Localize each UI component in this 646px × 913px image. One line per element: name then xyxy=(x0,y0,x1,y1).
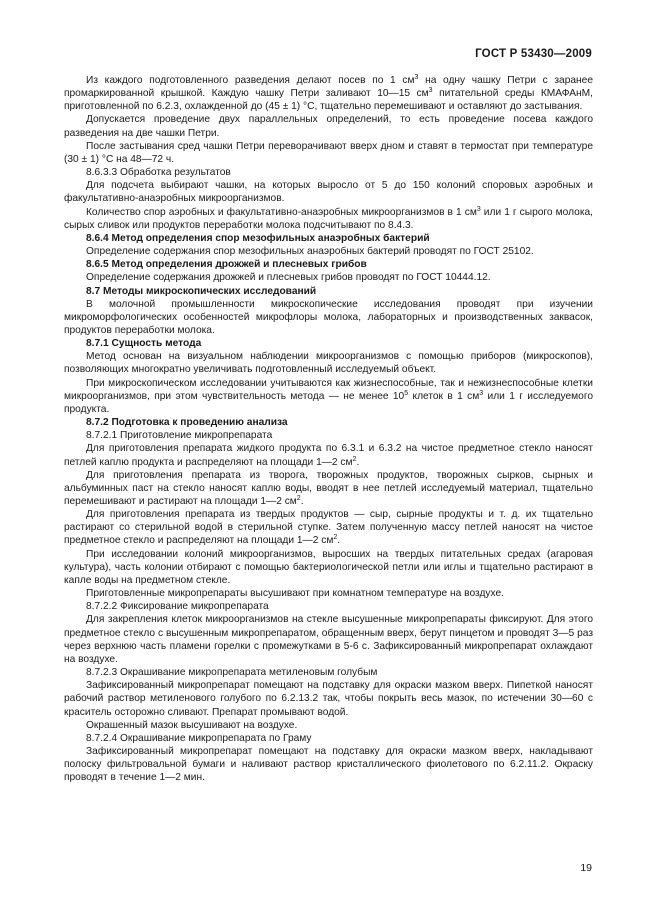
document-body xyxy=(64,74,593,784)
subsection-heading: 8.7.2.1 Приготовление микропрепарата xyxy=(86,430,273,442)
paragraph: Зафиксированный микропрепарат помещают на подставку для окраски мазком вверх, накладывают полоску фильтровальной бумаги и наливают раствор кристаллического фиолетового по 6.2.11.2. Окраску проводят в течение 1—2 мин. xyxy=(64,745,593,784)
paragraph: Приготовленные микропрепараты высушивают при комнатном температуре на воздухе. xyxy=(86,588,504,600)
section-heading: 8.6.4 Метод определения спор мезофильных анаэробных бактерий xyxy=(86,232,430,244)
paragraph: Для приготовления препарата из твердых продуктов — сыр, сырные продукты и т. д. их тщательно растирают со стерильной водой в стерильной ступке. Затем полученную массу петлей наносят на чистое предметное стекло и распределяют на площади 1—2 $см^2$. xyxy=(64,509,593,547)
paragraph: При исследовании колоний микроорганизмов, выросших на твердых питательных средах (агаровая культура), часть колонии отбирают с помощью бактериологической петли или иглы и тщательно растирают в капле воды на предметном стекле. xyxy=(64,548,593,586)
paragraph: Метод основан на визуальном наблюдении микроорганизмов с помощью приборов (микроскопов), позволяющих многократно увеличивать подготовленный исследуемый объект. xyxy=(64,351,593,376)
paragraph: Для приготовления препарата из творога, творожных продуктов, творожных сырков, сырных и альбуминных паст на стекло наносят каплю воды, вводят в нее петлей исследуемый материал, тщательно перемешивают и растирают на площади 1—2 $см^2$. xyxy=(64,469,593,507)
section-heading: 8.7 Методы микроскопических исследований xyxy=(86,285,317,297)
paragraph: Допускается проведение двух параллельных определений, то есть проведение посева каждого разведения на две чашки Петри. xyxy=(64,114,593,139)
paragraph: Для подсчета выбирают чашки, на которых выросло от 5 до 150 колоний споровых аэробных и факультативно-анаэробных микроорганизмов. xyxy=(64,180,593,205)
section-heading: 8.7.2 Подготовка к проведению анализа xyxy=(86,417,288,429)
paragraph: Определение содержания спор мезофильных анаэробных бактерий проводят по ГОСТ 25102. xyxy=(86,246,534,258)
paragraph: Для приготовления препарата жидкого продукта по 6.3.1 и 6.3.2 на чистое предметное стекло наносят петлей каплю продукта и распределяют на площади 1—2 $см^2$. xyxy=(64,443,593,468)
document-header: ГОСТ Р 53430—2009 xyxy=(475,48,592,60)
paragraph: Количество спор аэробных и факультативно-анаэробных микроорганизмов в 1 $см^3$ или 1 г сырого молока, сырых сливок или продуктов переработки молока подсчитывают по 8.4.3. xyxy=(64,205,593,231)
paragraph: При микроскопическом исследовании учитываются как жизнеспособные, так и нежизнеспособные клетки микроорганизмов, при этом чувствительность метода — не менее $10^5$ клеток в 1 $см^3$ или 1 г исследуемого продукта. xyxy=(64,377,593,415)
page-number: 19 xyxy=(580,862,592,874)
subsection-heading: 8.7.2.4 Окрашивание микропрепарата по Граму xyxy=(86,732,312,744)
paragraph: Зафиксированный микропрепарат помещают на подставку для окраски мазком вверх. Пипеткой наносят рабочий раствор метиленового голубого по 6.2.13.2 так, чтобы покрыть весь мазок, по истечении 30—60 с краситель осторожно сливают. Препарат промывают водой. xyxy=(64,680,593,718)
subsection-heading: 8.6.3.3 Обработка результатов xyxy=(86,167,231,179)
paragraph: После застывания сред чашки Петри переворачивают вверх дном и ставят в термостат при температуре (30 ± 1) °С на 48—72 ч. xyxy=(64,140,593,165)
paragraph: Для закрепления клеток микроорганизмов на стекле высушенные микропрепараты фиксируют. Для этого предметное стекло с высушенным микропрепаратом, обращенным вверх, берут пинцетом и проводят 3—5 раз через верхнюю часть пламени горелки с промежутками в 5-6 с. Зафиксированный микропрепарат охлаждают на воздухе. xyxy=(64,614,593,665)
paragraph: В молочной промышленности микроскопические исследования проводят при изучении микроморфологических особенностей микрофлоры молока, лабораторных и производственных заквасок, продуктов переработки молока. xyxy=(64,298,593,336)
paragraph: Определение содержания дрожжей и плесневых грибов проводят по ГОСТ 10444.12. xyxy=(86,272,491,284)
section-heading: 8.7.1 Сущность метода xyxy=(86,338,202,350)
subsection-heading: 8.7.2.3 Окрашивание микропрепарата метиленовым голубым xyxy=(86,667,378,679)
paragraph: Окрашенный мазок высушивают на воздухе. xyxy=(86,719,298,731)
section-heading: 8.6.5 Метод определения дрожжей и плесневых грибов xyxy=(86,259,367,271)
paragraph: Из каждого подготовленного разведения делают посев по 1 $см^3$ на одну чашку Петри с заранее промаркированной крышкой. Каждую чашку Петри заливают 10—15 $см^3$ питательной среды КМАФАнМ, приготовленной по 6.2.3, охлажденной до (45 ± 1) °С, тщательно перемешивают и оставляют до застывания. xyxy=(64,74,593,113)
subsection-heading: 8.7.2.2 Фиксирование микропрепарата xyxy=(86,601,269,613)
